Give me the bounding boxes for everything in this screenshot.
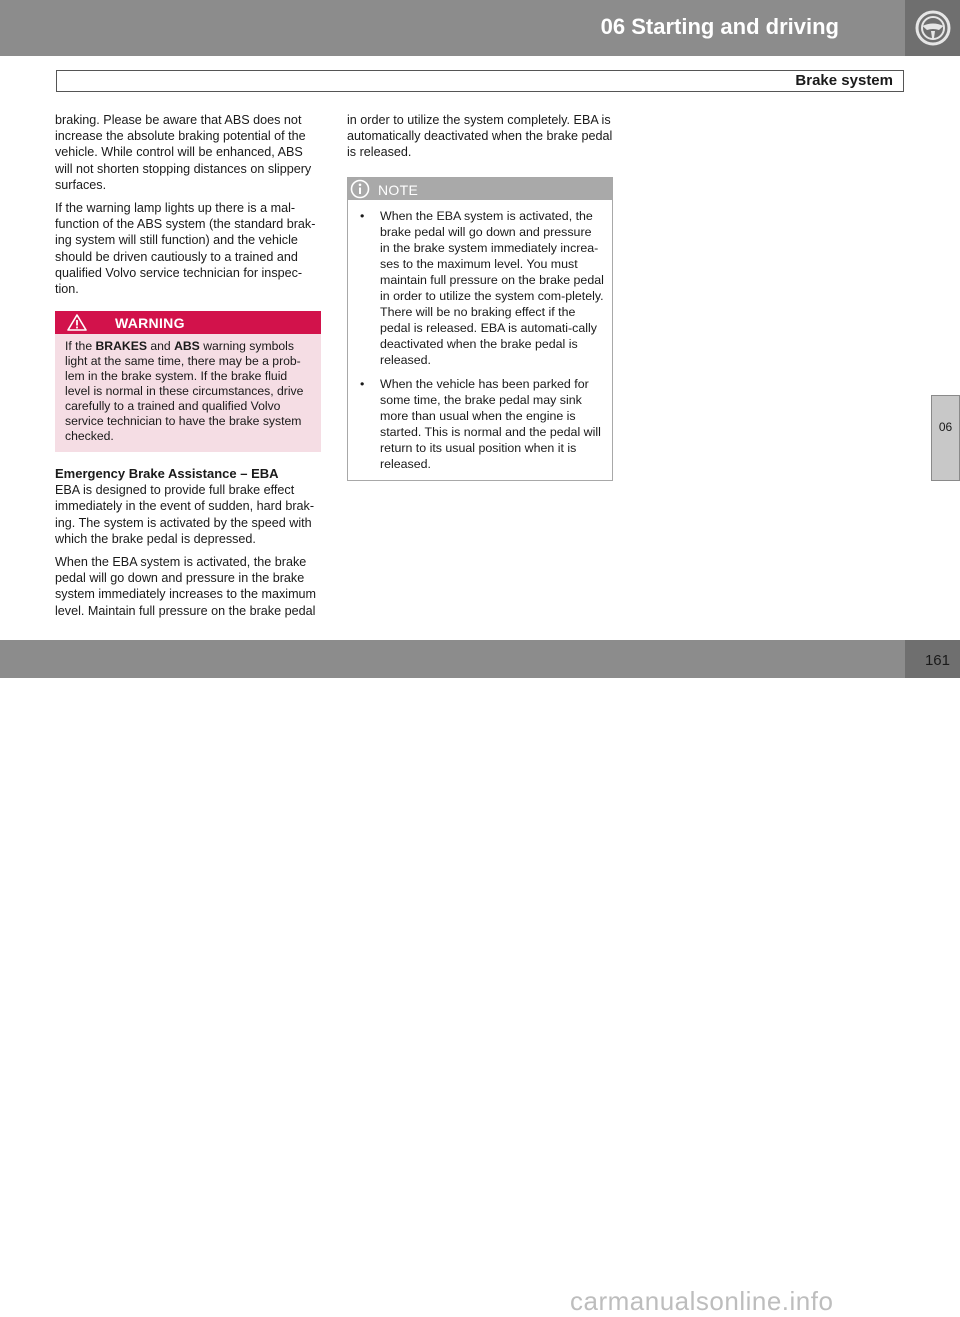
note-list — [348, 200, 612, 480]
note-item-text: When the vehicle has been parked for some time, the brake pedal may sink more than usual when the engine is started. This is normal and the pedal will return to its usual position when it is released. — [380, 376, 601, 471]
warning-text-part: warning symbols light at the same time, there may be a prob-lem in the brake system. If the brake fluid level is normal in these circumstances, drive carefully to a trained and qualified Volvo service technician to have the brake system checked. — [65, 339, 304, 444]
bullet: • — [360, 208, 365, 223]
note-box — [347, 177, 613, 481]
note-title: NOTE — [378, 181, 419, 198]
footer-band — [0, 640, 905, 1316]
eba-heading: Emergency Brake Assistance – EBA — [55, 466, 279, 482]
section-bar — [56, 70, 904, 92]
info-icon — [350, 179, 370, 199]
warning-text-part: and — [146, 339, 175, 354]
warning-title: WARNING — [115, 315, 185, 332]
bullet: • — [360, 376, 365, 391]
paragraph: in order to utilize the system completely. EBA is automatically deactivated when the brake pedal is released. — [347, 113, 613, 160]
brakes-label: BRAKES — [95, 339, 147, 354]
warning-triangle-icon — [67, 314, 87, 331]
warning-header — [55, 311, 321, 334]
note-item-text: When the EBA system is activated, the brake pedal will go down and pressure in the brake system immediately increa-ses to the maximum level. You must maintain full pressure on the brake pedal in order to utilize the system com-pletely. There will be no braking effect if the pedal is released. EBA is automati-cally deactivated when the brake pedal is released. — [380, 208, 604, 367]
paragraph: EBA is designed to provide full brake effect immediately in the event of sudden, hard brak-ing. The system is activated by the speed with which the brake pedal is depressed. — [55, 483, 315, 546]
paragraph: braking. Please be aware that ABS does not increase the absolute braking potential of the vehicle. While control will be enhanced, ABS will not shorten stopping distances on slippery surfaces. — [55, 113, 312, 192]
right-column — [347, 112, 613, 481]
paragraph: If the warning lamp lights up there is a mal-function of the ABS system (the standard brak-ing system will still function) and the vehicle should be driven cautiously to a trained and qualified Volvo service technician for inspec-tion. — [55, 201, 316, 297]
list-item — [348, 208, 604, 368]
header-icon-box — [905, 0, 960, 56]
abs-label: ABS — [174, 339, 200, 354]
note-header — [348, 178, 612, 200]
paragraph: When the EBA system is activated, the brake pedal will go down and pressure in the brake system immediately increases to the maximum level. Maintain full pressure on the brake pedal — [55, 555, 317, 618]
warning-text-part: If the — [65, 339, 96, 354]
page-number-box — [905, 640, 960, 678]
left-column — [55, 112, 321, 626]
list-item — [348, 376, 604, 472]
page-number: 161 — [924, 652, 950, 669]
side-tab-label: 06 — [938, 420, 953, 434]
warning-box — [55, 311, 321, 452]
steering-wheel-icon — [914, 9, 952, 47]
section-title: Brake system — [795, 72, 893, 89]
warning-text — [55, 334, 321, 452]
watermark: carmanualsonline.info — [570, 1286, 834, 1316]
header-band — [0, 0, 905, 56]
chapter-side-tab — [931, 395, 960, 481]
chapter-title: 06 Starting and driving — [600, 14, 839, 39]
